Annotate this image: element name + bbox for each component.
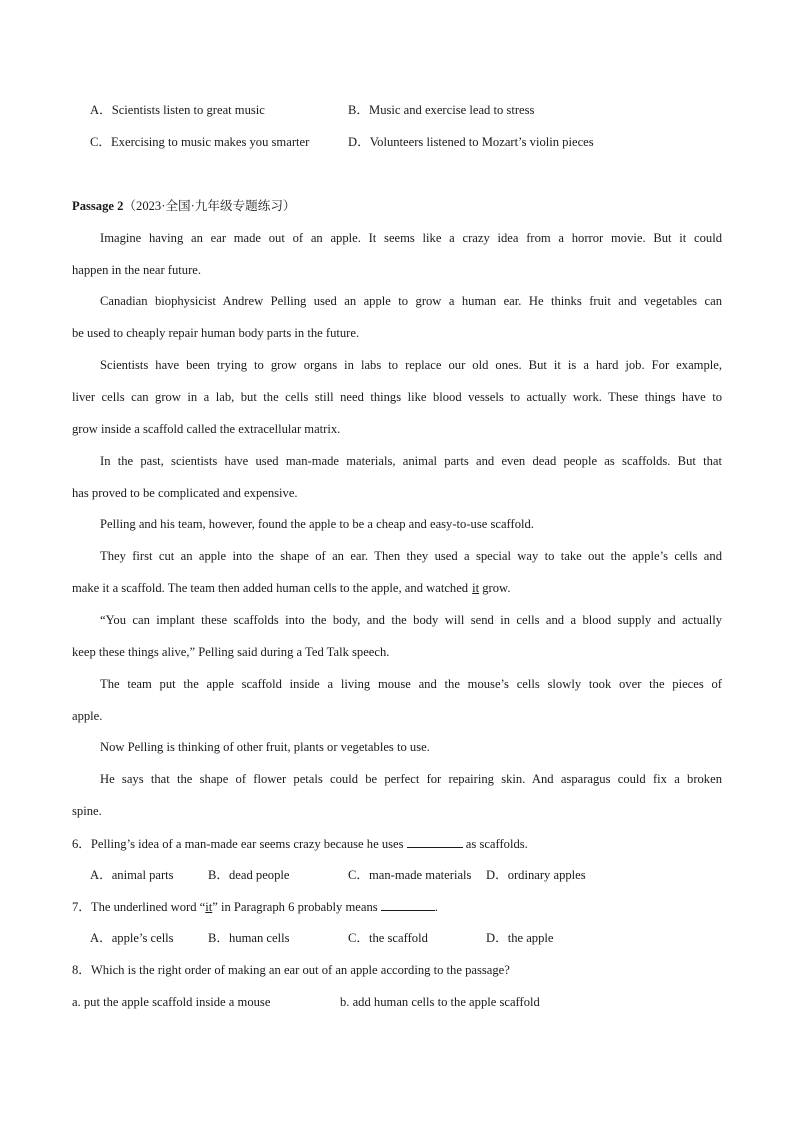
underlined-word-it: it [472,581,480,595]
passage-source: （2023·全国·九年级专题练习） [123,199,296,213]
prev-option-c: C．Exercising to music makes you smarter [90,135,310,149]
question-text: 6．Pelling’s idea of a man-made ear seems crazy because he uses [72,837,407,851]
passage-line: Scientists have been trying to grow organs in labs to replace our old ones. But it is a hard job. For example, [100,358,722,372]
underlined-word: it [205,900,213,914]
passage-text: make it a scaffold. The team then added human cells to the apple, and watched [72,581,469,595]
passage-line: In the past, scientists have used man-made materials, animal parts and even dead people as scaffolds. But that [100,454,722,468]
prev-option-b: B．Music and exercise lead to stress [348,103,535,117]
passage-line: apple. [72,709,103,723]
passage-line: be used to cheaply repair human body parts in the future. [72,326,360,340]
passage-label: Passage 2 [72,199,124,213]
passage-line: spine. [72,804,102,818]
passage-line: The team put the apple scaffold inside a living mouse and the mouse’s cells slowly took over the pieces of [100,677,722,691]
question-6-stem [72,835,722,852]
prev-option-d: D．Volunteers listened to Mozart’s violin pieces [348,135,594,149]
q7-option-d: D．the apple [486,931,554,945]
q7-option-a: A．apple’s cells [90,931,174,945]
q7-option-c: C．the scaffold [348,931,428,945]
passage-line: has proved to be complicated and expensive. [72,486,298,500]
q8-step-b: b. add human cells to the apple scaffold [340,995,540,1009]
passage-line-with-underline [72,580,722,596]
passage-line: He says that the shape of flower petals could be perfect for repairing skin. And asparagus could fix a broken [100,772,722,786]
passage-line: Imagine having an ear made out of an apple. It seems like a crazy idea from a horror movie. But it could [100,231,722,245]
answer-blank [381,898,435,911]
passage-heading [72,198,722,214]
q6-option-d: D．ordinary apples [486,868,586,882]
q6-option-c: C．man-made materials [348,868,472,882]
question-text: 7．The underlined word “ [72,900,206,914]
passage-line: “You can implant these scaffolds into the body, and the body will send in cells and a blood supply and actually [100,613,722,627]
passage-line: grow inside a scaffold called the extracellular matrix. [72,422,341,436]
q6-option-b: B．dead people [208,868,290,882]
question-7-stem [72,898,722,915]
answer-blank [407,835,463,848]
q6-option-a: A．animal parts [90,868,174,882]
question-text: ” in Paragraph 6 probably means [212,900,381,914]
passage-line: They first cut an apple into the shape of an ear. Then they used a special way to take out the apple’s cells and [100,549,722,563]
passage-line: Now Pelling is thinking of other fruit, plants or vegetables to use. [100,740,430,754]
prev-option-a: A．Scientists listen to great music [90,103,265,117]
q8-step-a: a. put the apple scaffold inside a mouse [72,995,271,1009]
question-text: as scaffolds. [462,837,528,851]
passage-line: Canadian biophysicist Andrew Pelling used an apple to grow a human ear. He thinks fruit and vegetables can [100,294,722,308]
passage-line: Pelling and his team, however, found the apple to be a cheap and easy-to-use scaffold. [100,517,534,531]
passage-line: liver cells can grow in a lab, but the cells still need things like blood vessels to actually work. These things have to [72,390,722,404]
passage-text: grow. [479,581,511,595]
question-text: . [434,900,438,914]
passage-line: keep these things alive,” Pelling said during a Ted Talk speech. [72,645,390,659]
question-8-stem: 8．Which is the right order of making an ear out of an apple according to the passage? [72,963,510,977]
passage-line: happen in the near future. [72,263,202,277]
q7-option-b: B．human cells [208,931,290,945]
